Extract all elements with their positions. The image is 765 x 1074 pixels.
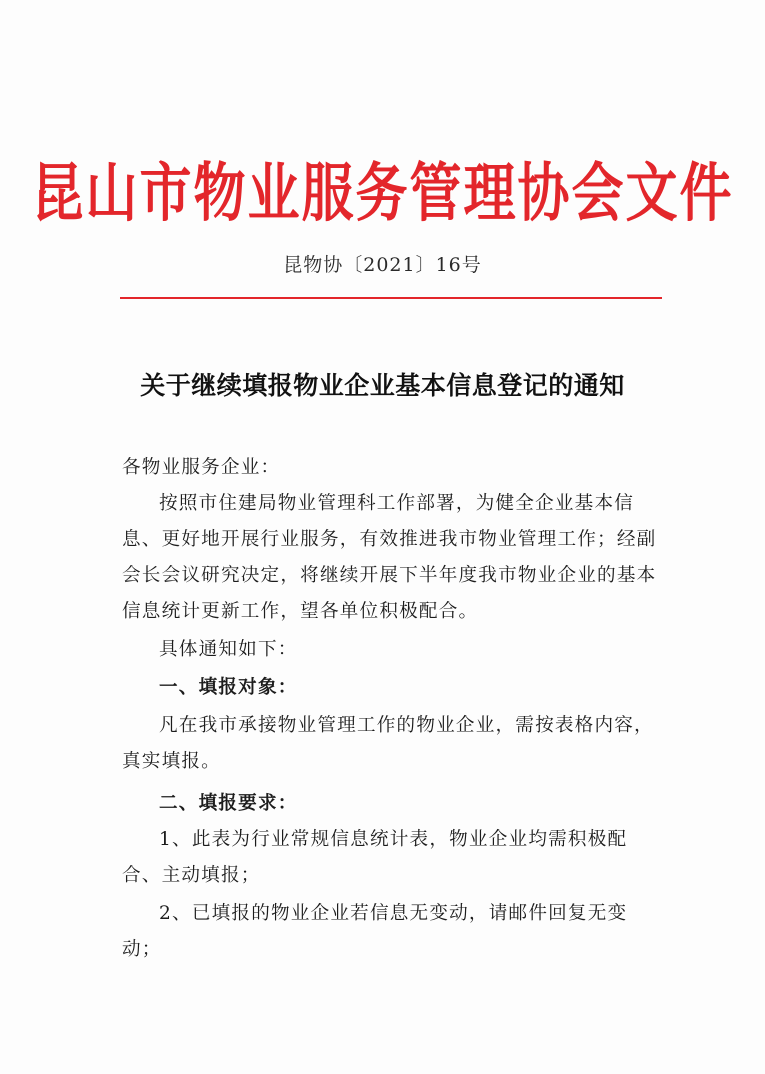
document-header-title: 昆山市物业服务管理协会文件 bbox=[31, 156, 734, 231]
red-divider-line bbox=[120, 297, 662, 299]
paragraph-details-lead: 具体通知如下： bbox=[159, 639, 298, 660]
notice-title: 关于继续填报物业企业基本信息登记的通知 bbox=[140, 371, 625, 400]
section-1-text: 凡在我市承接物业管理工作的物业企业，需按表格内容，真实填报。 bbox=[122, 715, 654, 772]
section-2-item-2: 2、已填报的物业企业若信息无变动，请邮件回复无变动； bbox=[122, 903, 628, 960]
document-number: 昆物协〔2021〕16号 bbox=[283, 254, 482, 276]
paragraph-intro: 按照市住建局物业管理科工作部署，为健全企业基本信息、更好地开展行业服务，有效推进我市物业管理工作；经副会长会议研究决定，将继续开展下半年度我市物业企业的基本信息统计更新工作，望各单位积极配合。 bbox=[122, 493, 657, 622]
section-2-heading: 二、填报要求： bbox=[159, 793, 298, 814]
section-1-heading: 一、填报对象： bbox=[159, 677, 298, 698]
salutation: 各物业服务企业： bbox=[122, 457, 281, 478]
section-2-item-1: 1、此表为行业常规信息统计表，物业企业均需积极配合、主动填报； bbox=[122, 829, 628, 886]
